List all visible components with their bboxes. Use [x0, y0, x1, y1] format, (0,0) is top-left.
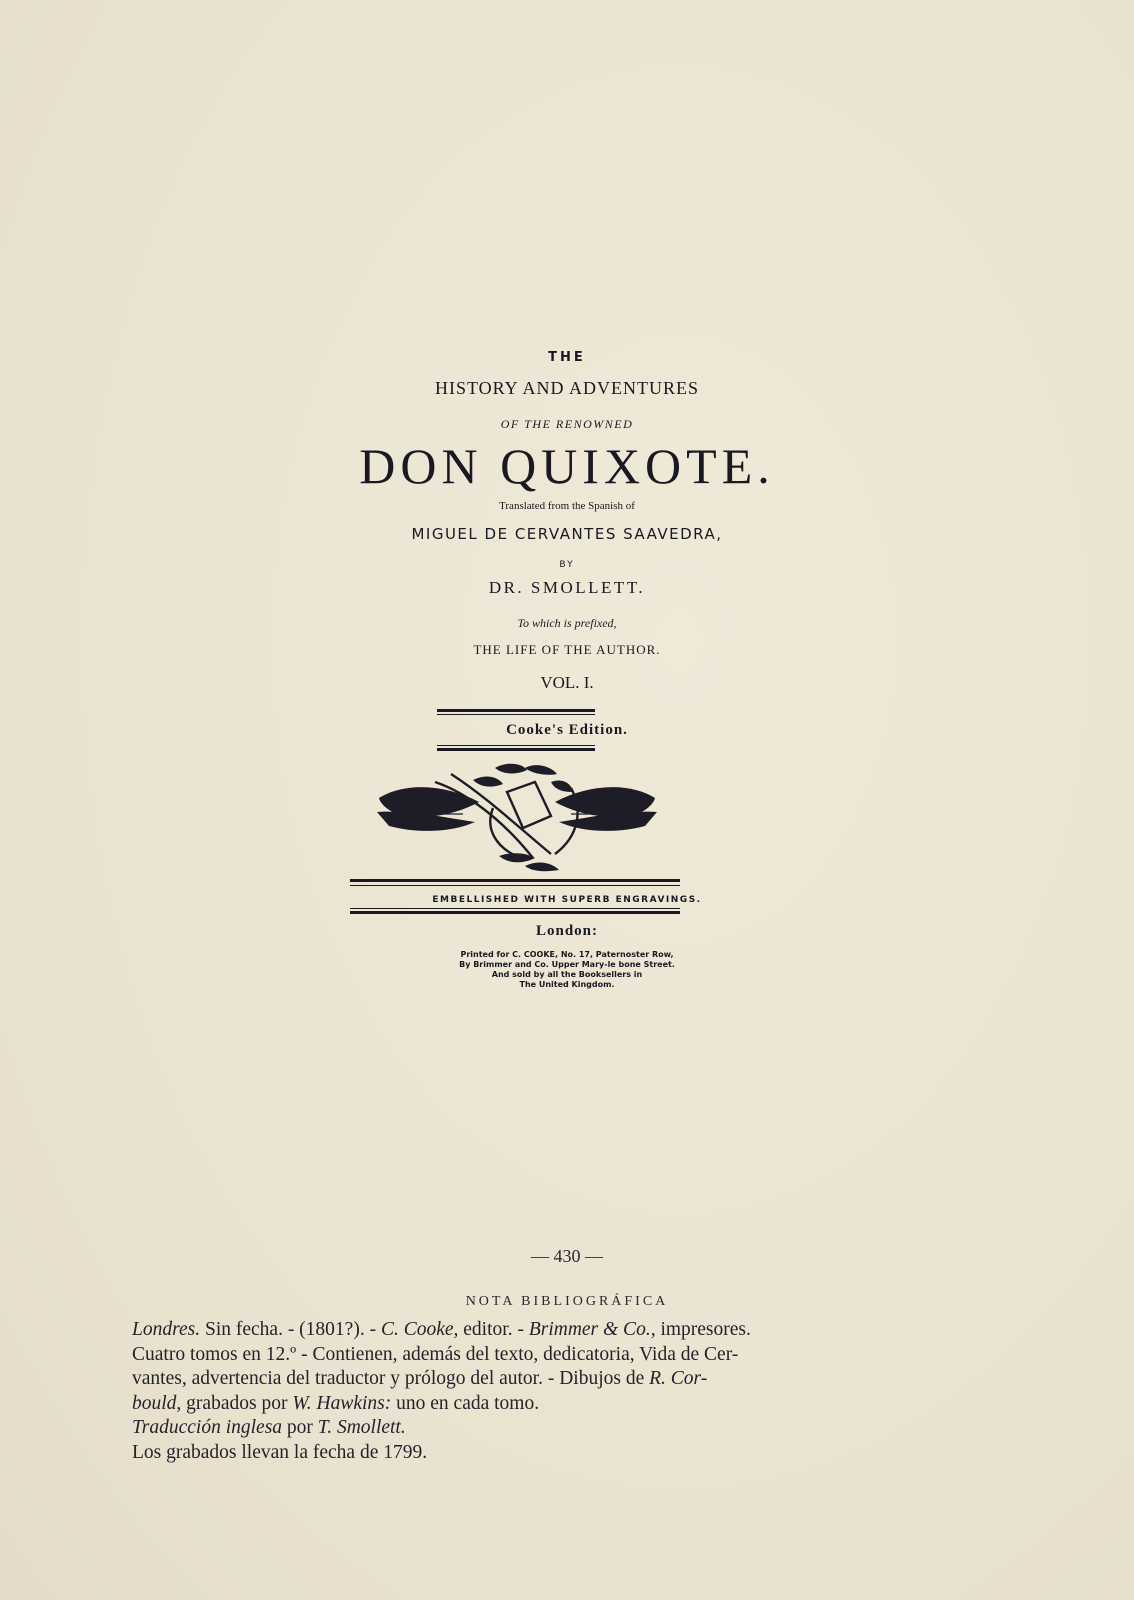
note-line: Los grabados llevan la fecha de 1799.	[132, 1441, 428, 1463]
note-illustrator: R. Cor-	[649, 1368, 708, 1389]
note-text: por	[282, 1417, 318, 1438]
tp-the: THE	[548, 350, 586, 365]
rule-below-edition	[437, 745, 595, 746]
page-number: — 430 —	[531, 1246, 603, 1266]
bibliographic-note	[132, 1318, 892, 1465]
note-text: vantes, advertencia del traductor y prólogo del autor. - Dibujos de	[132, 1368, 650, 1389]
nota-heading: NOTA BIBLIOGRÁFICA	[465, 1294, 669, 1309]
note-translation: Traducción inglesa	[132, 1417, 283, 1438]
tp-history-line: HISTORY AND ADVENTURES	[434, 378, 700, 398]
tp-renowned-line: OF THE RENOWNED	[500, 417, 634, 431]
note-text: uno en cada tomo.	[391, 1392, 540, 1414]
tp-life-of-author: THE LIFE OF THE AUTHOR.	[473, 642, 661, 657]
note-line	[132, 1392, 892, 1417]
tp-imprint-line: And sold by all the Booksellers in	[491, 970, 643, 979]
tp-place: London:	[535, 923, 599, 939]
tp-prefixed: To which is prefixed,	[517, 616, 617, 630]
rule-above-edition-thin	[437, 714, 595, 715]
note-printer: Brimmer & Co.,	[528, 1319, 656, 1340]
rule-above-edition	[437, 709, 595, 712]
note-illustrator: bould,	[132, 1392, 182, 1414]
tp-translated-line: Translated from the Spanish of	[499, 500, 635, 512]
note-line-1	[132, 1318, 751, 1343]
tp-by: BY	[559, 560, 575, 570]
tp-main-title: DON QUIXOTE.	[359, 438, 775, 494]
note-editor: C. Cooke,	[380, 1319, 459, 1340]
tp-volume: VOL. I.	[540, 673, 594, 692]
vignette-wings-laurel-illustration	[375, 762, 659, 874]
tp-translator: DR. SMOLLETT.	[488, 578, 646, 597]
rule-above-embellished	[350, 879, 680, 882]
note-line	[132, 1318, 892, 1343]
tp-author: MIGUEL DE CERVANTES SAAVEDRA,	[411, 525, 723, 543]
rule-above-embellished-thin	[350, 885, 680, 886]
note-translator: T. Smollett.	[317, 1417, 406, 1438]
note-text: impresores.	[655, 1319, 751, 1340]
note-text: editor. -	[458, 1319, 529, 1340]
note-engraver: W. Hawkins:	[292, 1392, 392, 1414]
note-line	[132, 1367, 892, 1392]
note-text: grabados por	[181, 1392, 293, 1414]
tp-edition: Cooke's Edition.	[506, 722, 628, 738]
note-text: Sin fecha. - (1801?). -	[200, 1319, 381, 1340]
note-line: Cuatro tomos en 12.º - Contienen, además del texto, dedicatoria, Vida de Cer-	[132, 1343, 739, 1365]
tp-embellished: EMBELLISHED WITH SUPERB ENGRAVINGS.	[432, 895, 702, 905]
tp-imprint-line: By Brimmer and Co. Upper Mary-le bone Street.	[459, 960, 675, 969]
tp-imprint-line: The United Kingdom.	[519, 980, 615, 989]
note-line	[132, 1416, 892, 1441]
rule-below-embellished	[350, 908, 680, 909]
rule-below-embellished-thick	[350, 911, 680, 914]
note-place: Londres.	[132, 1319, 201, 1340]
rule-below-edition-thick	[437, 748, 595, 751]
tp-imprint-line: Printed for C. COOKE, No. 17, Paternoster Row,	[460, 950, 674, 959]
